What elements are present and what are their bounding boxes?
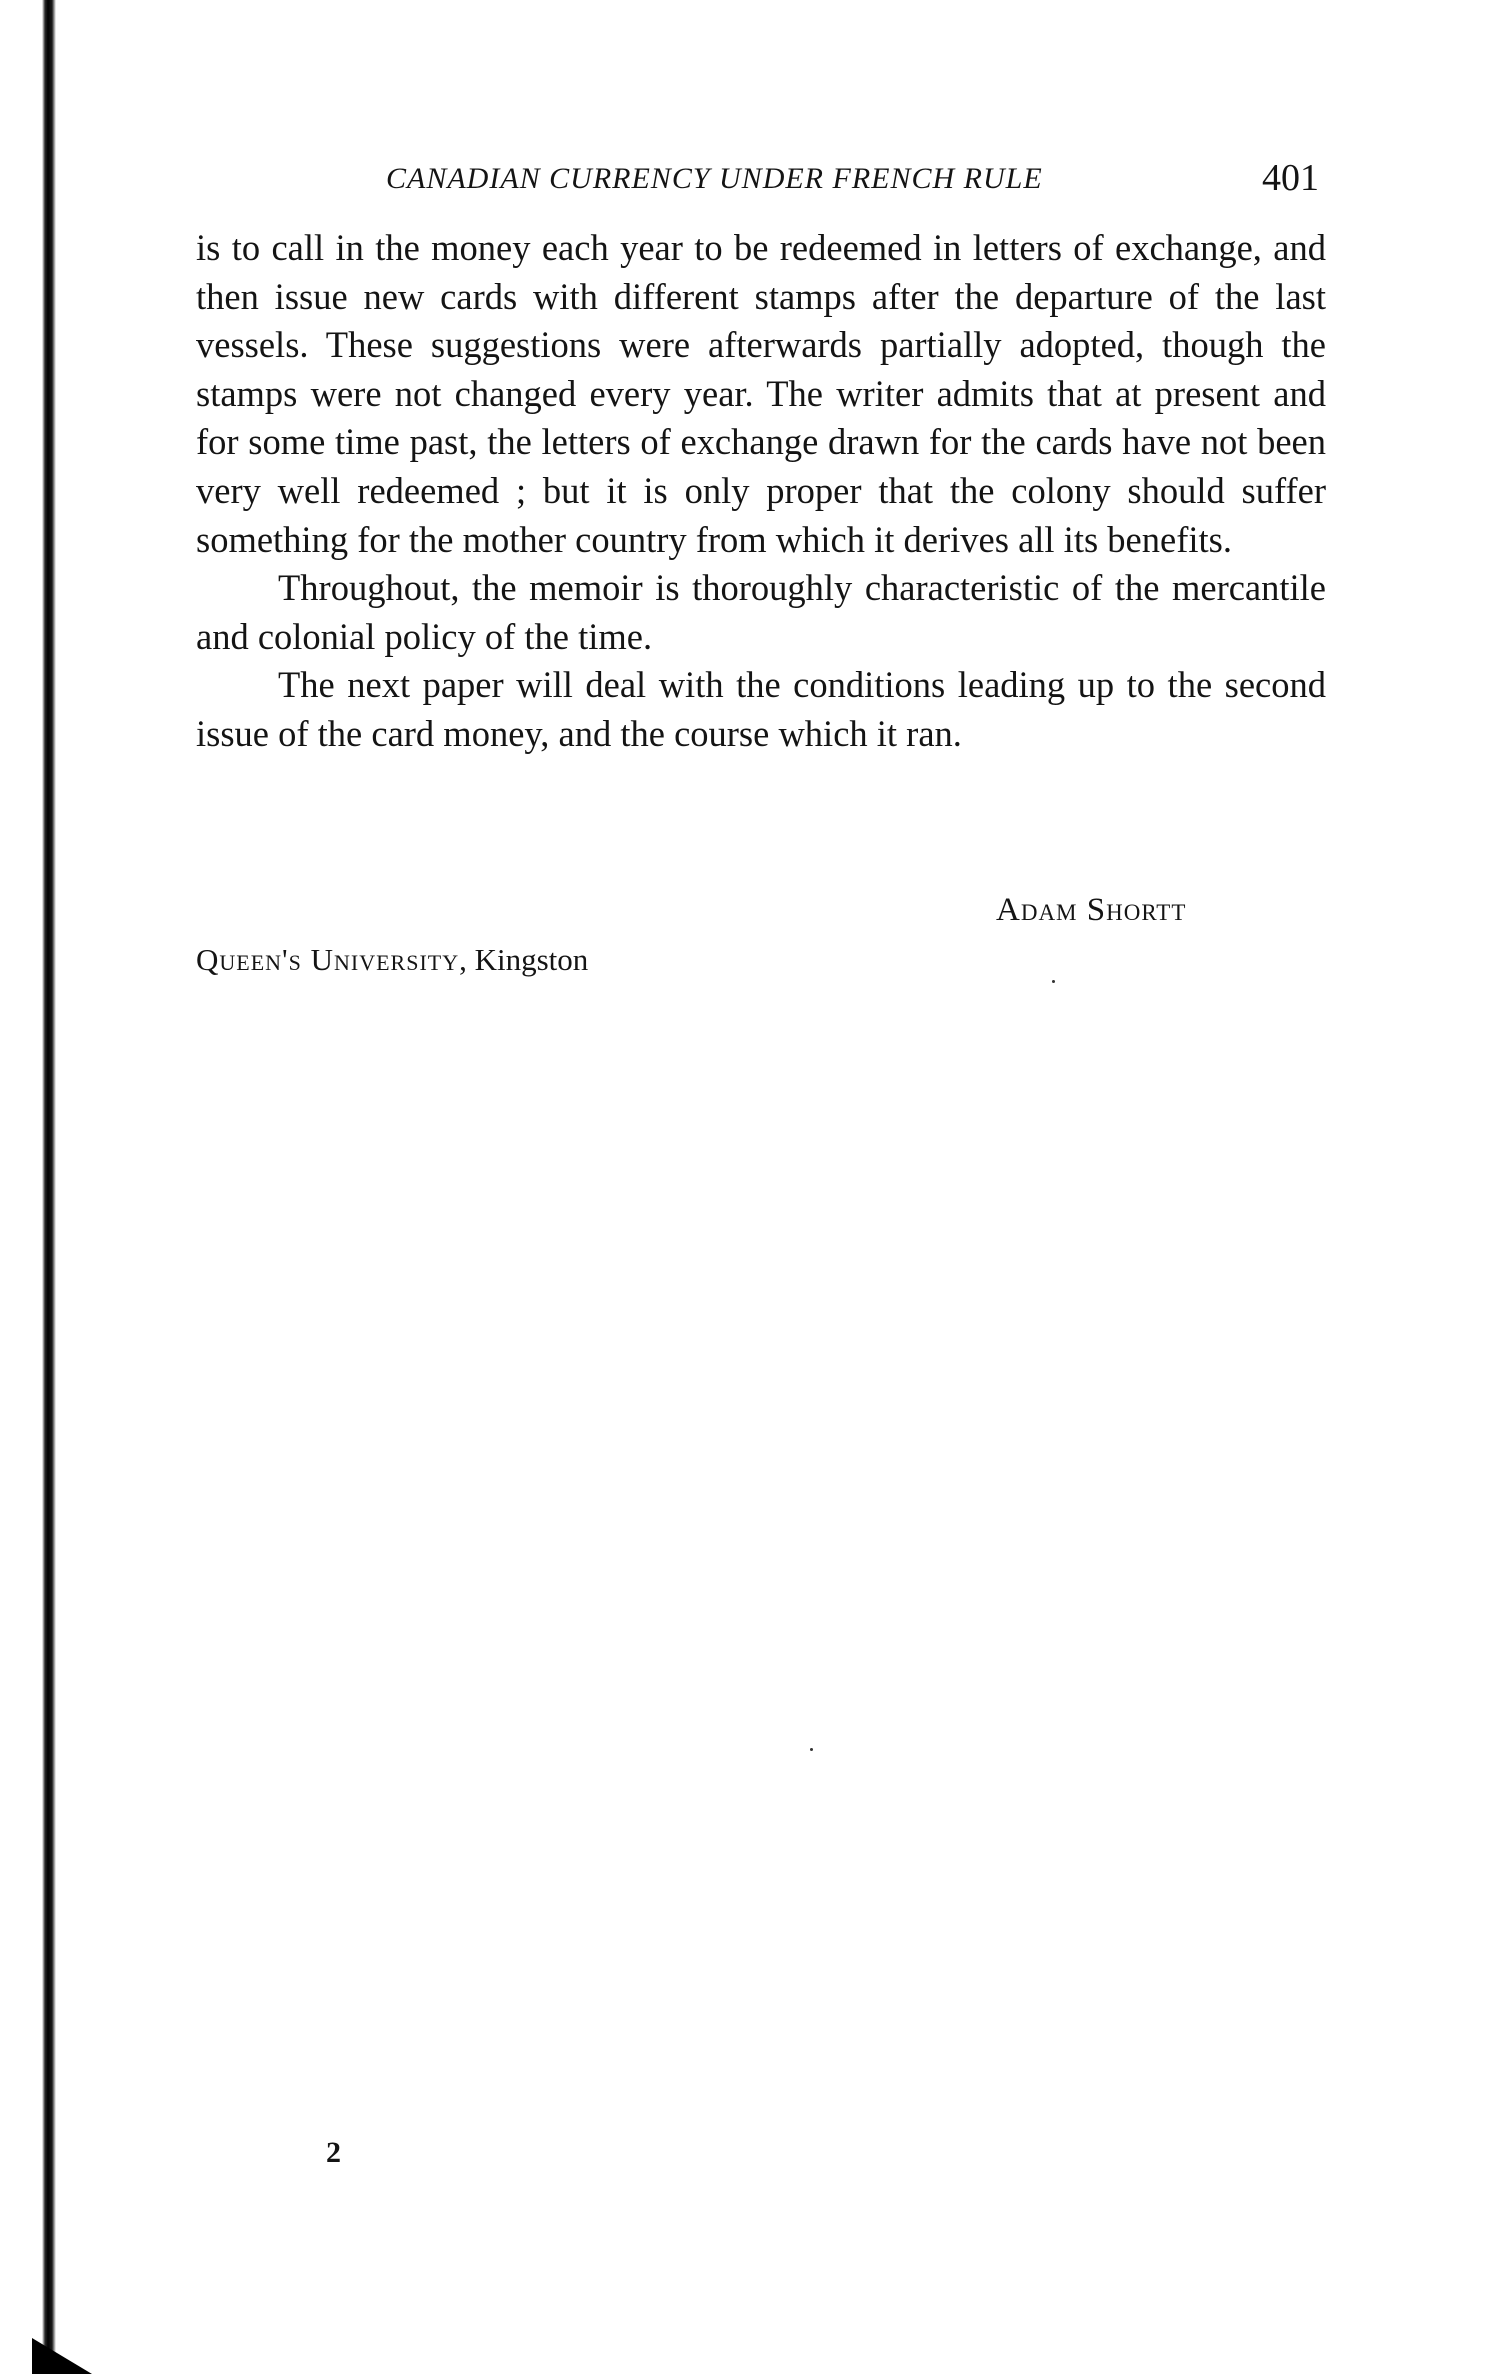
affiliation-place: , Kingston <box>459 942 589 977</box>
body-paragraph-1: is to call in the money each year to be redeemed in letters of exchange, and then issue new cards with different stamps after the departure of the last vessels. These suggestions were afterwards partially adopted, though the stamps were not changed every year. The writer admits that at present and for some time past, the letters of exchange drawn for the cards have not been very well redeemed ; but it is only proper that the colony should suffer something for the mother country from which it derives all its benefits. <box>196 227 1326 560</box>
page-binding-foot <box>32 2338 92 2374</box>
body-paragraph-2: Throughout, the memoir is thoroughly characteristic of the mercantile and colonial policy of the time. <box>196 567 1326 657</box>
body-paragraph-3: The next paper will deal with the conditions leading up to the second issue of the card money, and the course which it ran. <box>196 664 1326 754</box>
article-body <box>196 224 1326 759</box>
page-binding-edge <box>42 0 56 2374</box>
affiliation-institution: Queen's University <box>196 942 460 977</box>
running-head: CANADIAN CURRENCY UNDER FRENCH RULE <box>386 162 1043 195</box>
author-affiliation <box>196 942 588 978</box>
author-signature: Adam Shortt <box>996 892 1187 928</box>
print-speck <box>810 1748 813 1751</box>
printer-signature-mark: 2 <box>326 2136 341 2169</box>
print-speck <box>1052 980 1055 983</box>
page-number: 401 <box>1262 157 1319 199</box>
